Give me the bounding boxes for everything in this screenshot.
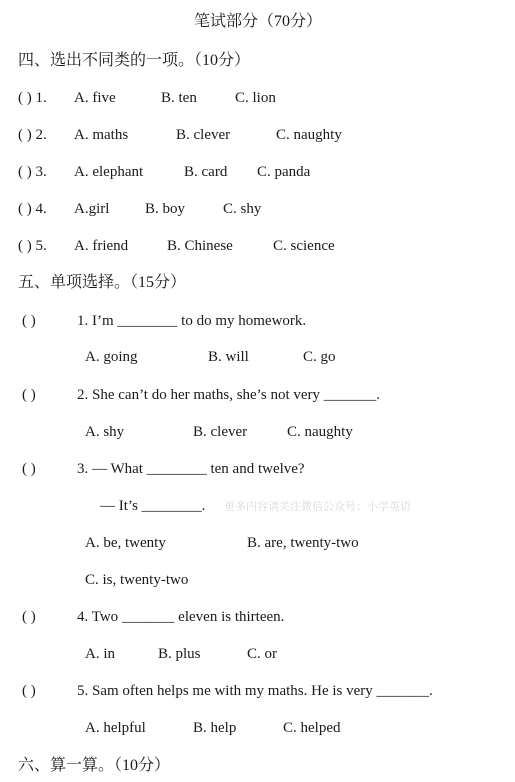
- s4-q3-option-c: C. panda: [257, 164, 311, 180]
- s4-q4-option-b: B. boy: [145, 201, 186, 217]
- s5-q5-option-c: C. helped: [283, 720, 341, 736]
- s5-q3-option-c: C. is, twenty-two: [85, 572, 189, 588]
- s5-q3-option-a: A. be, twenty: [85, 535, 166, 551]
- s4-q5-option-c: C. science: [273, 238, 335, 254]
- s4-q2-number: ( ) 2.: [18, 127, 47, 143]
- s5-q4-answer-blank: ( ): [22, 609, 36, 625]
- s4-q4-option-a: A.girl: [74, 201, 110, 217]
- s4-q2-option-b: B. clever: [176, 127, 231, 143]
- s5-q1-option-b: B. will: [208, 349, 249, 365]
- s5-q1-answer-blank: ( ): [22, 313, 36, 329]
- page-title: 笔试部分（70分）: [194, 13, 323, 30]
- s5-q4-text: 4. Two _______ eleven is thirteen.: [77, 609, 285, 625]
- s5-q5-option-a: A. helpful: [85, 720, 146, 736]
- s4-q3-option-a: A. elephant: [74, 164, 144, 180]
- watermark: 更多内容请关注微信公众号：小学英语: [224, 500, 411, 513]
- s4-q4-number: ( ) 4.: [18, 201, 47, 217]
- s4-q2-option-c: C. naughty: [276, 127, 342, 143]
- s4-q5-option-a: A. friend: [74, 238, 129, 254]
- s4-q5-option-b: B. Chinese: [167, 238, 233, 254]
- s5-q3-option-b: B. are, twenty-two: [247, 535, 359, 551]
- s5-q5-text: 5. Sam often helps me with my maths. He is very _______.: [77, 683, 433, 699]
- s4-q5-number: ( ) 5.: [18, 238, 47, 254]
- s5-q5-option-b: B. help: [193, 720, 237, 736]
- s4-q1-option-b: B. ten: [161, 90, 197, 106]
- s4-q1-option-c: C. lion: [235, 90, 276, 106]
- s5-q2-text: 2. She can’t do her maths, she’s not very _______.: [77, 387, 381, 403]
- section5-heading: 五、单项选择。（15分）: [18, 274, 187, 291]
- s5-q2-option-c: C. naughty: [287, 424, 353, 440]
- s5-q2-answer-blank: ( ): [22, 387, 36, 403]
- s5-q3-answer-blank: ( ): [22, 461, 36, 477]
- s5-q5-answer-blank: ( ): [22, 683, 36, 699]
- s5-q2-option-b: B. clever: [193, 424, 248, 440]
- s4-q3-option-b: B. card: [184, 164, 228, 180]
- s4-q1-option-a: A. five: [74, 90, 116, 106]
- s5-q4-option-c: C. or: [247, 646, 277, 662]
- s5-q3-text: 3. — What ________ ten and twelve?: [77, 461, 305, 477]
- s4-q4-option-c: C. shy: [223, 201, 262, 217]
- s5-q3-text-reply: — It’s ________.: [100, 498, 206, 514]
- s5-q4-option-a: A. in: [85, 646, 115, 662]
- s4-q1-number: ( ) 1.: [18, 90, 47, 106]
- s5-q1-option-c: C. go: [303, 349, 336, 365]
- s5-q2-option-a: A. shy: [85, 424, 125, 440]
- s5-q1-text: 1. I’m ________ to do my homework.: [77, 313, 307, 329]
- s5-q1-option-a: A. going: [85, 349, 138, 365]
- s4-q3-number: ( ) 3.: [18, 164, 47, 180]
- s5-q4-option-b: B. plus: [158, 646, 201, 662]
- s4-q2-option-a: A. maths: [74, 127, 129, 143]
- section6-heading: 六、算一算。（10分）: [18, 757, 171, 774]
- section4-heading: 四、选出不同类的一项。（10分）: [18, 52, 251, 69]
